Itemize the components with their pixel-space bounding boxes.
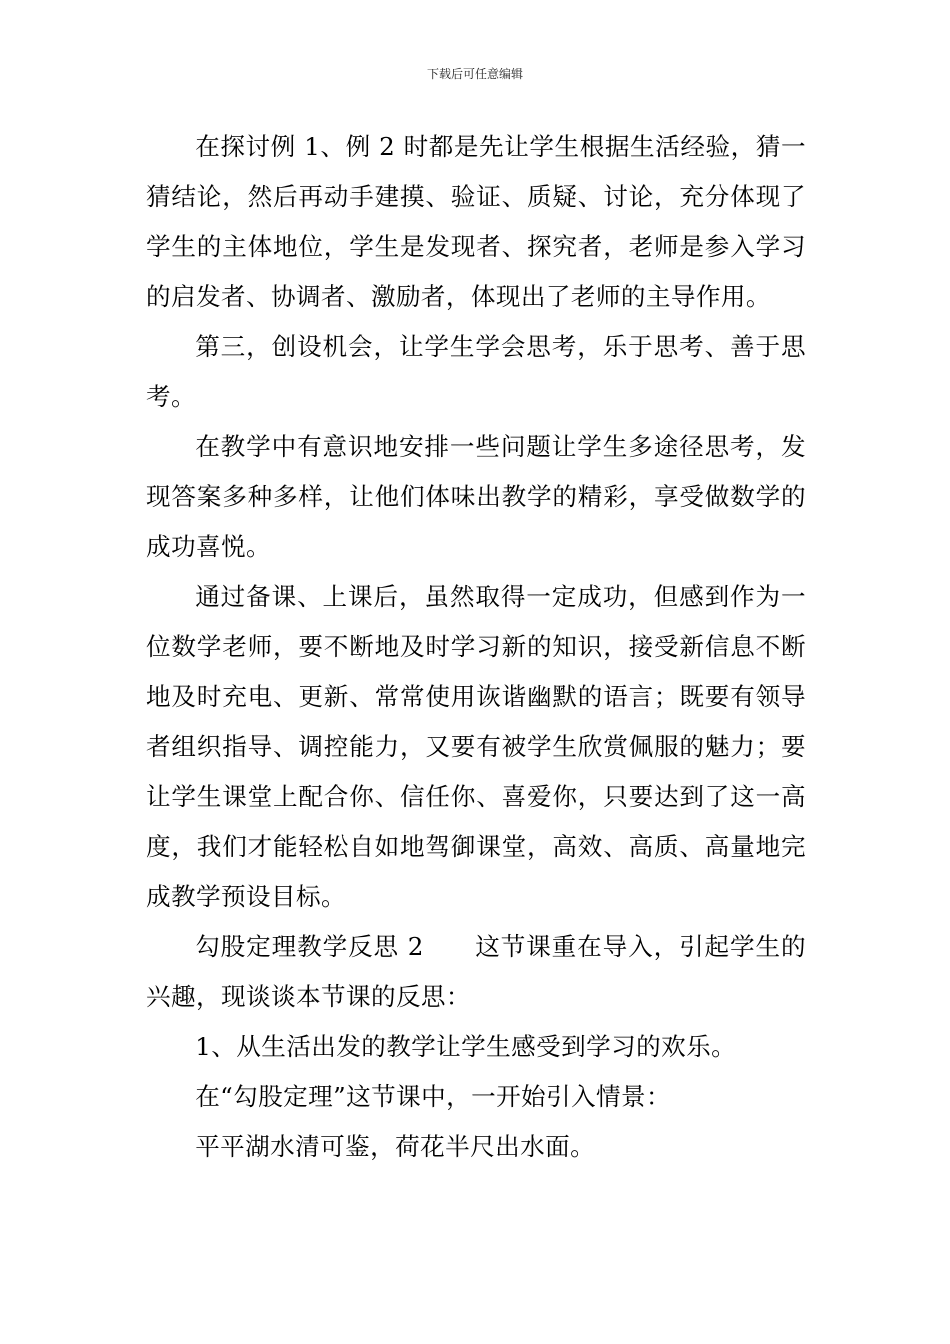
document-body	[146, 122, 806, 1172]
paragraph-6: 1、从生活出发的教学让学生感受到学习的欢乐。	[195, 1032, 737, 1061]
paragraph-4: 通过备课、上课后，虽然取得一定成功，但感到作为一位数学老师，要不断地及时学习新的知识，接受新信息不断地及时充电、更新、常常使用诙谐幽默的语言；既要有领导者组织指导、调控能力，又要有被学生欣赏佩服的魅力；要让学生课堂上配合你、信任你、喜爱你，只要达到了这一高度，我们才能轻松自如地驾御课堂，高效、高质、高量地完成教学预设目标。	[146, 582, 806, 911]
paragraph-2: 第三，创设机会，让学生学会思考，乐于思考、善于思考。	[146, 332, 806, 411]
paragraph-8: 平平湖水清可鉴，荷花半尺出水面。	[195, 1132, 596, 1161]
paragraph-7: 在“勾股定理”这节课中，一开始引入情景：	[195, 1082, 672, 1111]
paragraph-5: 勾股定理教学反思 2 这节课重在导入，引起学生的兴趣，现谈谈本节课的反思：	[146, 932, 806, 1011]
paragraph-3: 在教学中有意识地安排一些问题让学生多途径思考，发现答案多种多样，让他们体味出教学的精彩，享受做数学的成功喜悦。	[146, 432, 806, 561]
page-header-note: 下载后可任意编辑	[426, 67, 523, 81]
paragraph-1: 在探讨例 1、例 2 时都是先让学生根据生活经验，猜一猜结论，然后再动手建摸、验证、质疑、讨论，充分体现了学生的主体地位，学生是发现者、探究者，老师是参入学习的启发者、协调者、激励者，体现出了老师的主导作用。	[146, 132, 806, 311]
